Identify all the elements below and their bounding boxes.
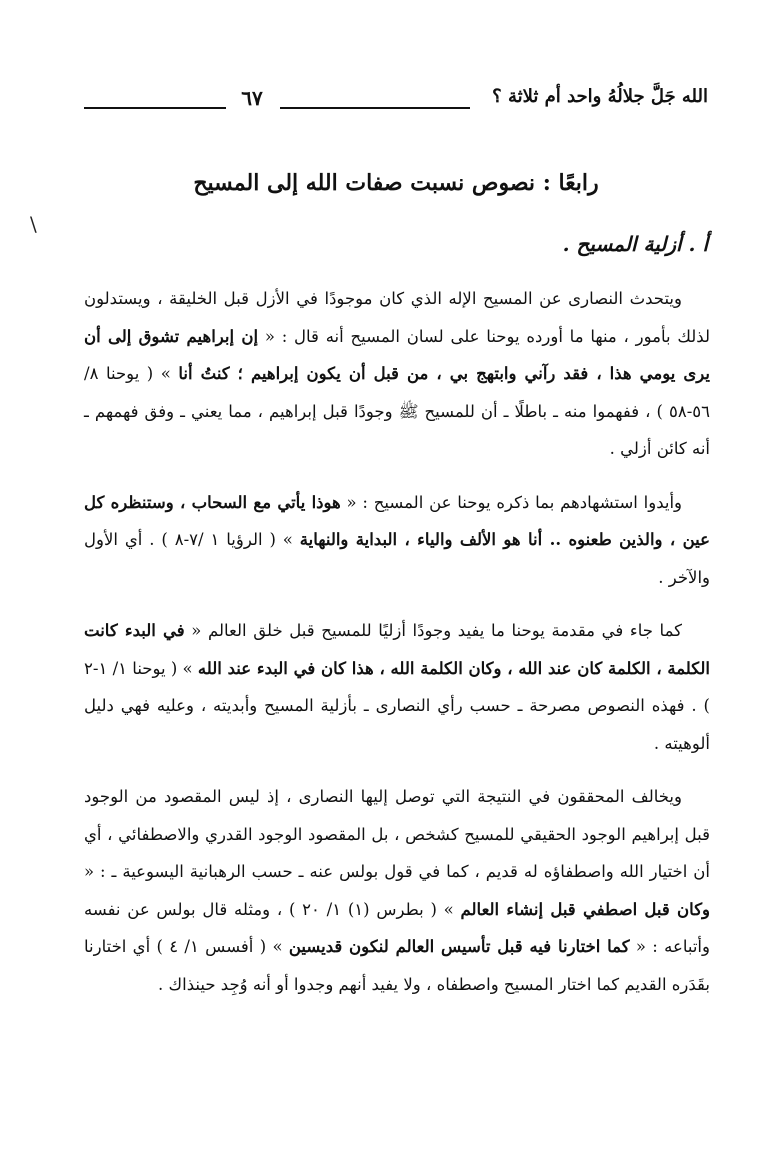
quote-run: إن إبراهيم تشوق إلى أن يرى يومي هذا ، فقد رآني وابتهج بي ، من قبل أن يكون إبراهيم ؛ كنتُ أنا bbox=[84, 326, 710, 383]
running-header bbox=[84, 82, 708, 122]
paragraph bbox=[84, 778, 710, 1003]
paragraph bbox=[84, 280, 710, 468]
header-rule-long bbox=[280, 107, 470, 109]
text-run: وأيدوا استشهادهم بما ذكره يوحنا عن المسيح : « bbox=[340, 492, 682, 512]
body-text bbox=[84, 280, 710, 1019]
text-run: ويتحدث النصارى عن المسيح الإله الذي كان موجودًا في الأزل قبل الخليقة ، ويستدلون لذلك بأمور ، منها ما أورده يوحنا على لسان المسيح أنه قال : « bbox=[84, 289, 710, 346]
quote-run: في البدء كانت الكلمة ، الكلمة كان عند الله ، وكان الكلمة الله ، هذا كان في البدء عند الله bbox=[84, 621, 710, 678]
text-run: » ( أفسس ١/ ٤ ) أي اختارنا بقَدَره القديم كما اختار المسيح واصطفاه ، ولا يفيد أنهم وجدوا أو أنه وُجِد حينذاك . bbox=[84, 937, 710, 994]
subheading: أ . أزلية المسيح . bbox=[562, 232, 708, 256]
text-run: » ( الرؤيا ١ /٧-٨ ) . أي الأول والآخر . bbox=[84, 530, 710, 587]
section-heading: رابعًا : نصوص نسبت صفات الله إلى المسيح bbox=[193, 170, 599, 196]
header-rule-short bbox=[84, 107, 226, 109]
text-run: كما جاء في مقدمة يوحنا ما يفيد وجودًا أزليًا للمسيح قبل خلق العالم « bbox=[184, 621, 682, 640]
text-run: ويخالف المحققون في النتيجة التي توصل إليها النصارى ، إذ ليس المقصود من الوجود قبل إبراهيم الوجود الحقيقي للمسيح كشخص ، بل المقصود الوجود القدري والاصطفائي ، أي أن اختيار الله واصطفاؤه له قديم ، كما في قول بولس عنه ـ حسب الرهبانية اليسوعية ـ : « bbox=[84, 787, 710, 881]
quote-run: كما اختارنا فيه قبل تأسيس العالم لنكون قديسين bbox=[288, 937, 630, 956]
text-run: » ( يوحنا ١/ ١-٢ ) . فهذه النصوص مصرحة ـ حسب رأي النصارى ـ بأزلية المسيح وأبديته ، وعليه فهي دليل ألوهيته . bbox=[84, 658, 710, 753]
margin-mark: \ bbox=[30, 212, 37, 236]
quote-run: وكان قبل اصطفي قبل إنشاء العالم bbox=[460, 899, 711, 919]
page-number: ٦٧ bbox=[241, 86, 263, 110]
text-run: » ( بطرس (١) ١/ ٢٠ ) ، ومثله قال بولس عن نفسه وأتباعه : « bbox=[84, 899, 710, 956]
paragraph bbox=[84, 612, 710, 762]
running-title: الله جَلَّ جلالُهُ واحد أم ثلاثة ؟ bbox=[492, 86, 708, 107]
text-run: » ( يوحنا ٨/ ٥٦-٥٨ ) ، ففهموا منه ـ باطلًا ـ أن للمسيح ﷺ وجودًا قبل إبراهيم ، مما يعني ـ وفق فهمهم ـ أنه كائن أزلي . bbox=[84, 364, 710, 458]
paragraph bbox=[84, 484, 710, 597]
quote-run: هوذا يأتي مع السحاب ، وستنظره كل عين ، والذين طعنوه .. أنا هو الألف والياء ، البداية والنهاية bbox=[84, 492, 710, 549]
